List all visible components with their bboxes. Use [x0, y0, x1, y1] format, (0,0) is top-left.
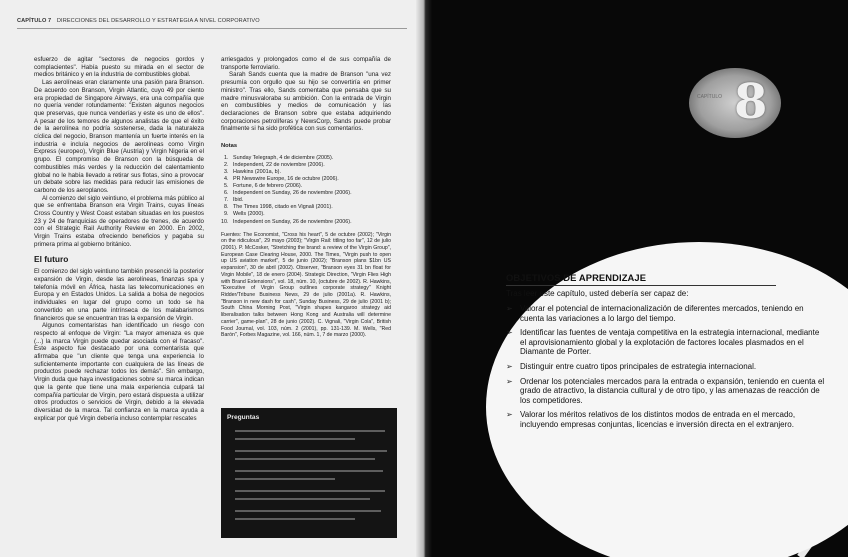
paragraph: El comienzo del siglo veintiuno también presenció la posterior expansión de Virgin, desde las aerolíneas, finanzas spa y telefonía móvil en África, hasta las telecomunicaciones en Europa y en Estados Unidos. La salida a bolsa de negocios individuales en lugar del grupo como un todo se ha convertido en una parte intrínseca de los malabarismos financieros que se encuentran tras la expansión de Virgin. — [34, 268, 204, 322]
objectives-list — [506, 304, 826, 430]
note-item: 9. Wells (2000). — [230, 211, 391, 218]
learning-objectives — [506, 272, 826, 435]
chapter-number: 8 — [734, 74, 768, 130]
note-item: 3. Hawkins (2001a, b). — [230, 169, 391, 176]
note-item: 4. PR Newswire Europe, 16 de octubre (2006). — [230, 176, 391, 183]
paragraph: esfuerzo de agitar "sectores de negocios gordos y complacientes". Había puesto su mirada en el sector de medios británico y en la industria de combustibles global. — [34, 56, 204, 79]
note-item: 5. Fortune, 6 de febrero (2006). — [230, 183, 391, 190]
question-line — [235, 490, 385, 492]
question-line — [235, 458, 375, 460]
chapter-title: DIRECCIONES DEL DESARROLLO Y ESTRATEGIA A NIVEL CORPORATIVO — [56, 18, 260, 24]
question-line — [235, 450, 387, 452]
paragraph: Sarah Sands cuenta que la madre de Branson "una vez presumía con orgullo que su hijo se convertiría en primer ministro". Tras ello, Sands comentaba que pensaba que su madre minusvaloraba su ambición. Con la entrada de Virgin en combustibles y medios de comunicación y las declaraciones de Branson sobre que estaba adquiriendo corporaciones petrolíferas y NewsCorp, Sands puede probar finalmente si ha sido profética con sus comentarios. — [221, 71, 391, 133]
objectives-rule — [506, 285, 776, 286]
arrow-bullet-icon: ➢ — [506, 304, 513, 313]
arrow-bullet-icon: ➢ — [506, 410, 513, 420]
objective-item — [506, 304, 826, 323]
running-header — [17, 18, 407, 24]
paragraph: arriesgados y prolongados como el de sus compañía de transporte ferroviario. — [221, 56, 391, 71]
objectives-title: OBJETIVOS DE APRENDIZAJE — [506, 272, 647, 283]
objective-text: Identificar las fuentes de ventaja competitiva en la estrategia internacional, mediante el aprovisionamiento global y la explotación de factores locales plasmados en el Diamante de Porter. — [520, 328, 820, 357]
objective-item — [506, 410, 826, 429]
objective-item — [506, 328, 826, 357]
chapter-label: CAPÍTULO 7 — [17, 18, 52, 24]
objective-text: Valorar el potencial de internacionalización de diferentes mercados, teniendo en cuenta las variaciones a lo largo del tiempo. — [520, 304, 804, 323]
note-item: 1. Sunday Telegraph, 4 de diciembre (2005). — [230, 155, 391, 162]
note-item: 2. Independent, 22 de noviembre (2006). — [230, 162, 391, 169]
objective-item — [506, 362, 826, 372]
question-line — [235, 438, 355, 440]
paragraph: Algunos comentaristas han identificado un riesgo con respecto al enfoque de Virgin: "La mayor amenaza es que (...) la marca Virgin puede quedar asociada con el fracaso". Este aspecto fue destacado por una comentarista que afirmaba que "un cliente que tenga una experiencia lo suficientemente importante con cualquiera de las líneas de productos puede rechazar todos los demás". Sin embargo, Virgin duda que haya investigaciones sobre su marca indican que la gente que tiene una mala experiencia culpará tal compañía particular de Virgin, pero estará dispuesta a utilizar otros productos o servicios de Virgin, debido a la elevada diversidad de la marca. Tal confianza en la marca ayuda a explicar por qué Virgin debería incluso contemplar rescates — [34, 322, 204, 422]
question-line — [235, 470, 383, 472]
questions-title: Preguntas — [227, 414, 260, 421]
arrow-bullet-icon: ➢ — [506, 376, 513, 386]
questions-box — [221, 408, 397, 538]
objectives-intro: Tras leer este capítulo, usted debería ser capaz de: — [506, 289, 689, 298]
right-page — [424, 0, 848, 557]
text-column-1 — [34, 56, 204, 422]
objective-text: Ordenar los potenciales mercados para la entrada o expansión, teniendo en cuenta el grado de atractivo, la distancia cultural y de otro tipo, y las amenazas de reacción de los competidores. — [520, 376, 825, 405]
note-item: 6. Independent on Sunday, 26 de noviembre (2006). — [230, 190, 391, 197]
question-line — [235, 478, 335, 480]
objective-item — [506, 377, 826, 406]
header-rule — [17, 28, 407, 29]
paragraph: Las aerolíneas eran claramente una pasión para Branson. De acuerdo con Branson, Virgin Atlantic, cuyo 49 por ciento era propiedad de Singapore Airways, era una compañía que no quería vender rotundamente: "Existen algunos negocios que preservas, que nunca venderías y este es uno de ellos". A pesar de los temores de algunos analistas de que el éxito de la aerolínea no podría sostenerse, dada la naturaleza cíclica del negocio, Branson mantenía un fuerte interés en la industria e incluía negocios de aerolíneas como Virgin Express (europeo), Virgin Blue (Austria) y Virgin Nigeria en el grupo. El compromiso de Branson con la búsqueda de combustibles más verdes y la reducción del calentamiento global no le había llevado a retirar sus flotas, sino a provocar un debate sobre las medidas para reducir las emisiones de carbono de los aeroplanos. — [34, 79, 204, 194]
question-line — [235, 510, 381, 512]
arrow-bullet-icon: ➢ — [506, 328, 513, 338]
arrow-bullet-icon: ➢ — [506, 361, 513, 371]
objective-text: Distinguir entre cuatro tipos principales de estrategia internacional. — [520, 361, 757, 371]
question-line — [235, 430, 385, 432]
question-line — [235, 518, 355, 520]
book-gutter — [416, 0, 432, 557]
notes-list — [221, 155, 391, 226]
section-heading: El futuro — [34, 253, 69, 264]
objective-text: Valorar los méritos relativos de los distintos modos de entrada en el mercado, incluyendo empresas conjuntas, licencias e inversión directa en el extranjero. — [520, 410, 796, 429]
question-line — [235, 498, 370, 500]
badge-label: CAPÍTULO — [697, 94, 723, 100]
paragraph: Al comienzo del siglo veintiuno, el problema más público al que se enfrentaba Branson era Virgin Trains, cuyas líneas Cross Country y West Coast estaban situadas en los puestos 23 y 24 de franquicias de operadores de trenes, de acuerdo con el Strategic Rail Authority Review en 2000. En 2002, Virgin Trains estaba ofreciendo beneficios y pagaba su primera prima al gobierno británico. — [34, 194, 204, 248]
note-item: 8. The Times 1998, citado en Vignali (2001). — [230, 204, 391, 211]
sources-text: Fuentes: The Economist, "Cross his heart", 5 de octubre (2002); "Virgin on the ridiculous", 29 mayo (2003); "Virgin Rail: titling too far", 12 de julio (2001). P. McCosker, "Stretching the brand: a review of the Virgin Group", European Case Clearing House, 2000. The Times, "Virgin push to open up US aviation market", 5 de junio (2002); "Branson plans $1bn US expansion", 30 de abril (2002). Observer, "Branson eyes 31 bn float for Virgin Mobile", 18 de enero (2004). Strategic Direction, "Virgin Flies High with Brand Extensions", vol. 18, núm. 10, (octubre de 2002). R. Hawkins, "Executive of Virgin Group outlines corporate strategy" Knight Ridder/Tribune Business News, 29 de julio (2001a). R. Hawkins, "Branson in new dash for cash", Sunday Business, 29 de julio (2001 b); South China Morning Post, "Virgin shapes kangaroo strategy aid liberalisation talks between Hong Kong and Australia will determine carrier", game-plan", 28 de junio (2002). C. Vignali, "Virgin Cola", British Food Journal, vol. 103, núm. 2 (2001), pp. 131-139. M. Wells, "Red Barón", Forbes Magazine, vol. 166, núm. 1, 7 de marzo (2000). — [221, 231, 391, 339]
text-column-2 — [221, 56, 391, 339]
note-item: 10. Independent on Sunday, 26 de noviembre (2006). — [230, 219, 391, 226]
note-item: 7. Ibid. — [230, 197, 391, 204]
notes-heading: Notas — [221, 143, 238, 150]
chapter-badge — [689, 68, 781, 138]
